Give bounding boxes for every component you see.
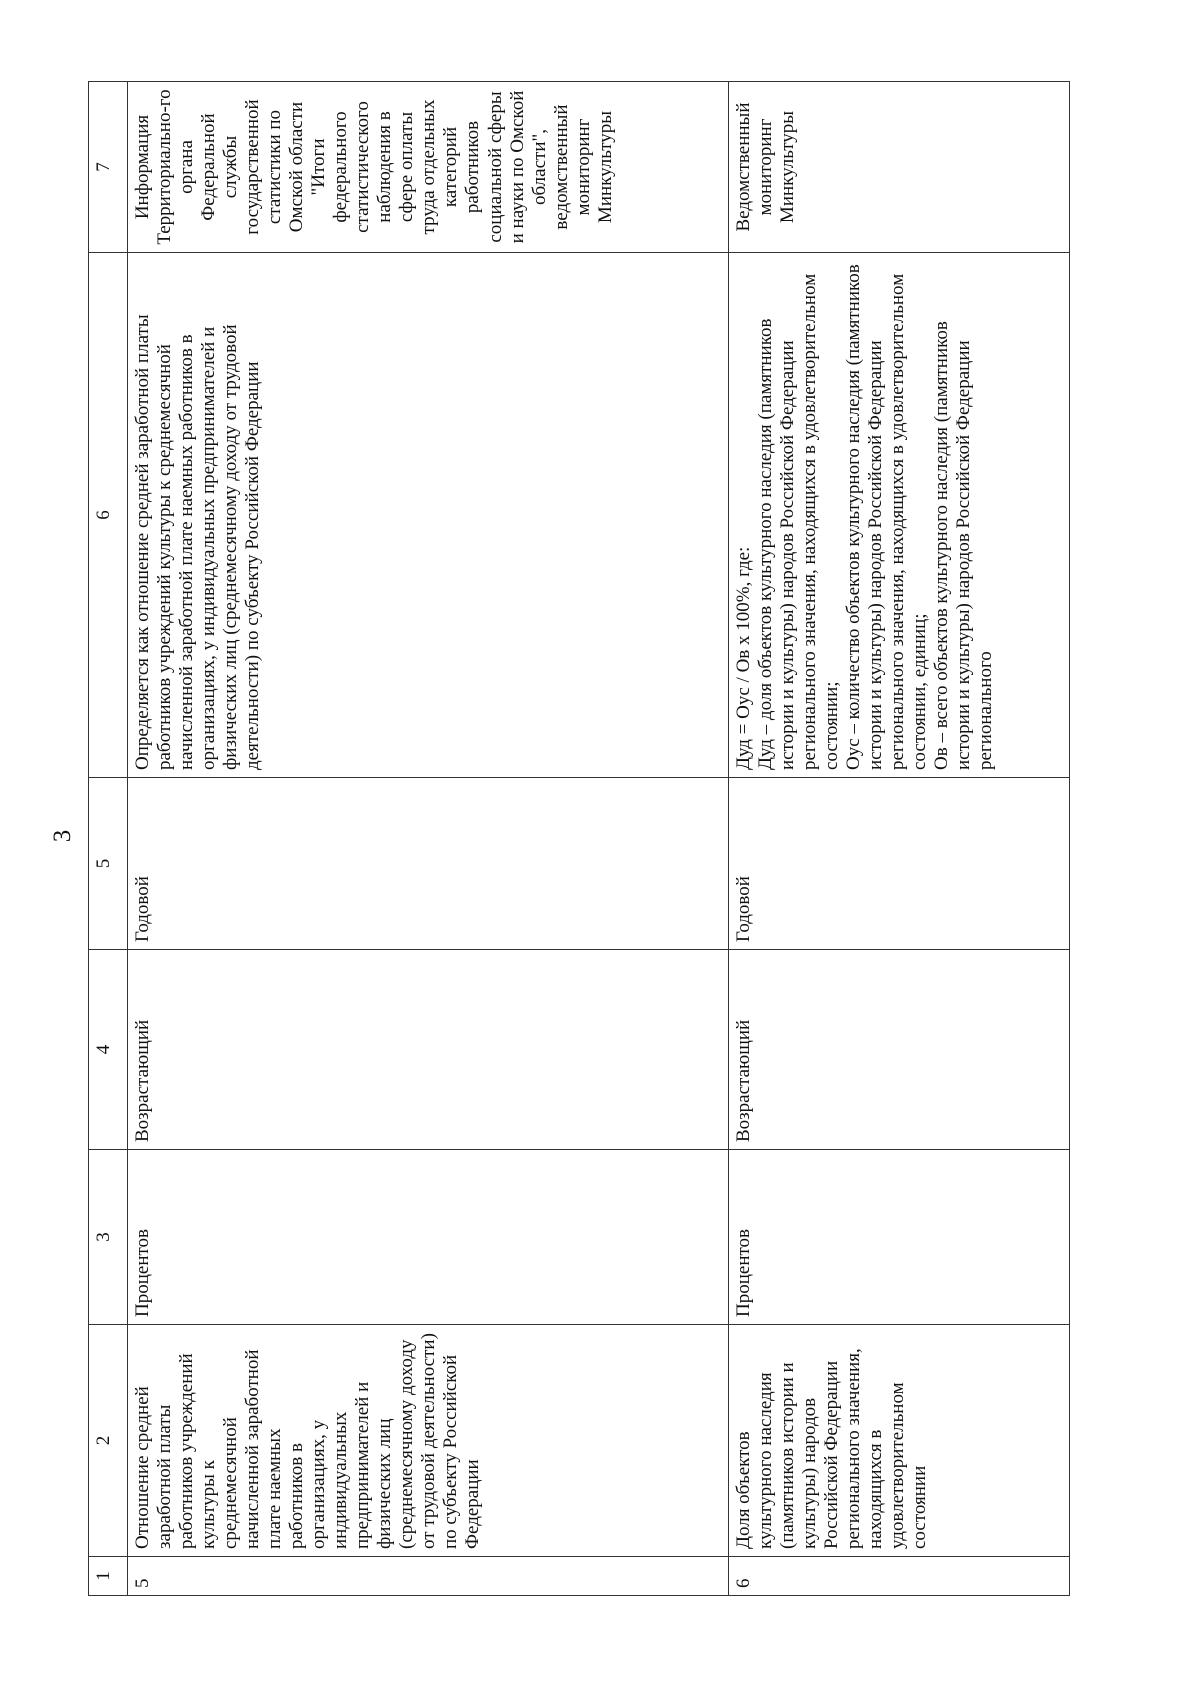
indicator-name: Отношение средней заработной платы работников учреждений культуры к среднемесячной начисленной заработной плате наемных работников в организациях, у индивидуальных предпринимателей и физических лиц (среднемесячному доходу от трудовой деятельности) по субъекту Российской Федерации bbox=[128, 1325, 729, 1557]
header-cell-5: 5 bbox=[89, 778, 128, 950]
header-cell-2: 2 bbox=[89, 1325, 128, 1557]
header-cell-3: 3 bbox=[89, 1150, 128, 1325]
indicator-period: Годовой bbox=[128, 778, 729, 950]
unit-of-measure: Процентов bbox=[729, 1150, 1070, 1325]
unit-of-measure: Процентов bbox=[128, 1150, 729, 1325]
header-row bbox=[89, 82, 128, 1596]
calculation-method bbox=[729, 253, 1070, 778]
data-source: Ведомственный мониторинг Минкультуры bbox=[729, 82, 1070, 253]
row-number: 5 bbox=[128, 1557, 729, 1596]
method-line: Оус – количество объектов культурного наследия (памятников истории и культуры) народов Российской Федерации регионального значения, находящихся в удовлетворительном состоянии, единиц; bbox=[843, 264, 931, 770]
indicators-table bbox=[88, 81, 1070, 1596]
indicator-name: Доля объектов культурного наследия (памятников истории и культуры) народов Российской Федерации регионального значения, находящихся в удовлетворительном состоянии bbox=[729, 1325, 1070, 1557]
indicator-direction: Возрастающий bbox=[128, 950, 729, 1150]
header-cell-6: 6 bbox=[89, 253, 128, 778]
page-number: 3 bbox=[49, 829, 76, 843]
indicator-period: Годовой bbox=[729, 778, 1070, 950]
table-row bbox=[128, 82, 729, 1596]
table-row bbox=[729, 82, 1070, 1596]
rotated-table-container bbox=[88, 82, 1062, 1596]
indicator-direction: Возрастающий bbox=[729, 950, 1070, 1150]
method-formula: Дуд = Оус / Ов х 100%, где: bbox=[733, 546, 754, 770]
method-line: Дуд – доля объектов культурного наследия (памятников истории и культуры) народов Российской Федерации регионального значения, находящихся в удовлетворительном состоянии; bbox=[755, 273, 843, 770]
method-line: Определяется как отношение средней заработной платы работников учреждений культуры к среднемесячной начисленной заработной плате наемных работников в организациях, у индивидуальных предпринимателей и физических лиц (среднемесячному доходу от трудовой деятельности) по субъекту Российской Федерации bbox=[132, 314, 264, 770]
header-cell-1: 1 bbox=[89, 1557, 128, 1596]
data-source: Информация Территориально-го органа Федеральной службы государственной статистики по Омской области "Итоги федерального статистического наблюдения в сфере оплаты труда отдельных категорий работников социальной сферы и науки по Омской области", ведомственный мониторинг Минкультуры bbox=[128, 82, 729, 253]
header-cell-7: 7 bbox=[89, 82, 128, 253]
calculation-method bbox=[128, 253, 729, 778]
row-number: 6 bbox=[729, 1557, 1070, 1596]
method-line: Ов – всего объектов культурного наследия (памятников истории и культуры) народов Российской Федерации регионального bbox=[931, 321, 997, 770]
header-cell-4: 4 bbox=[89, 950, 128, 1150]
